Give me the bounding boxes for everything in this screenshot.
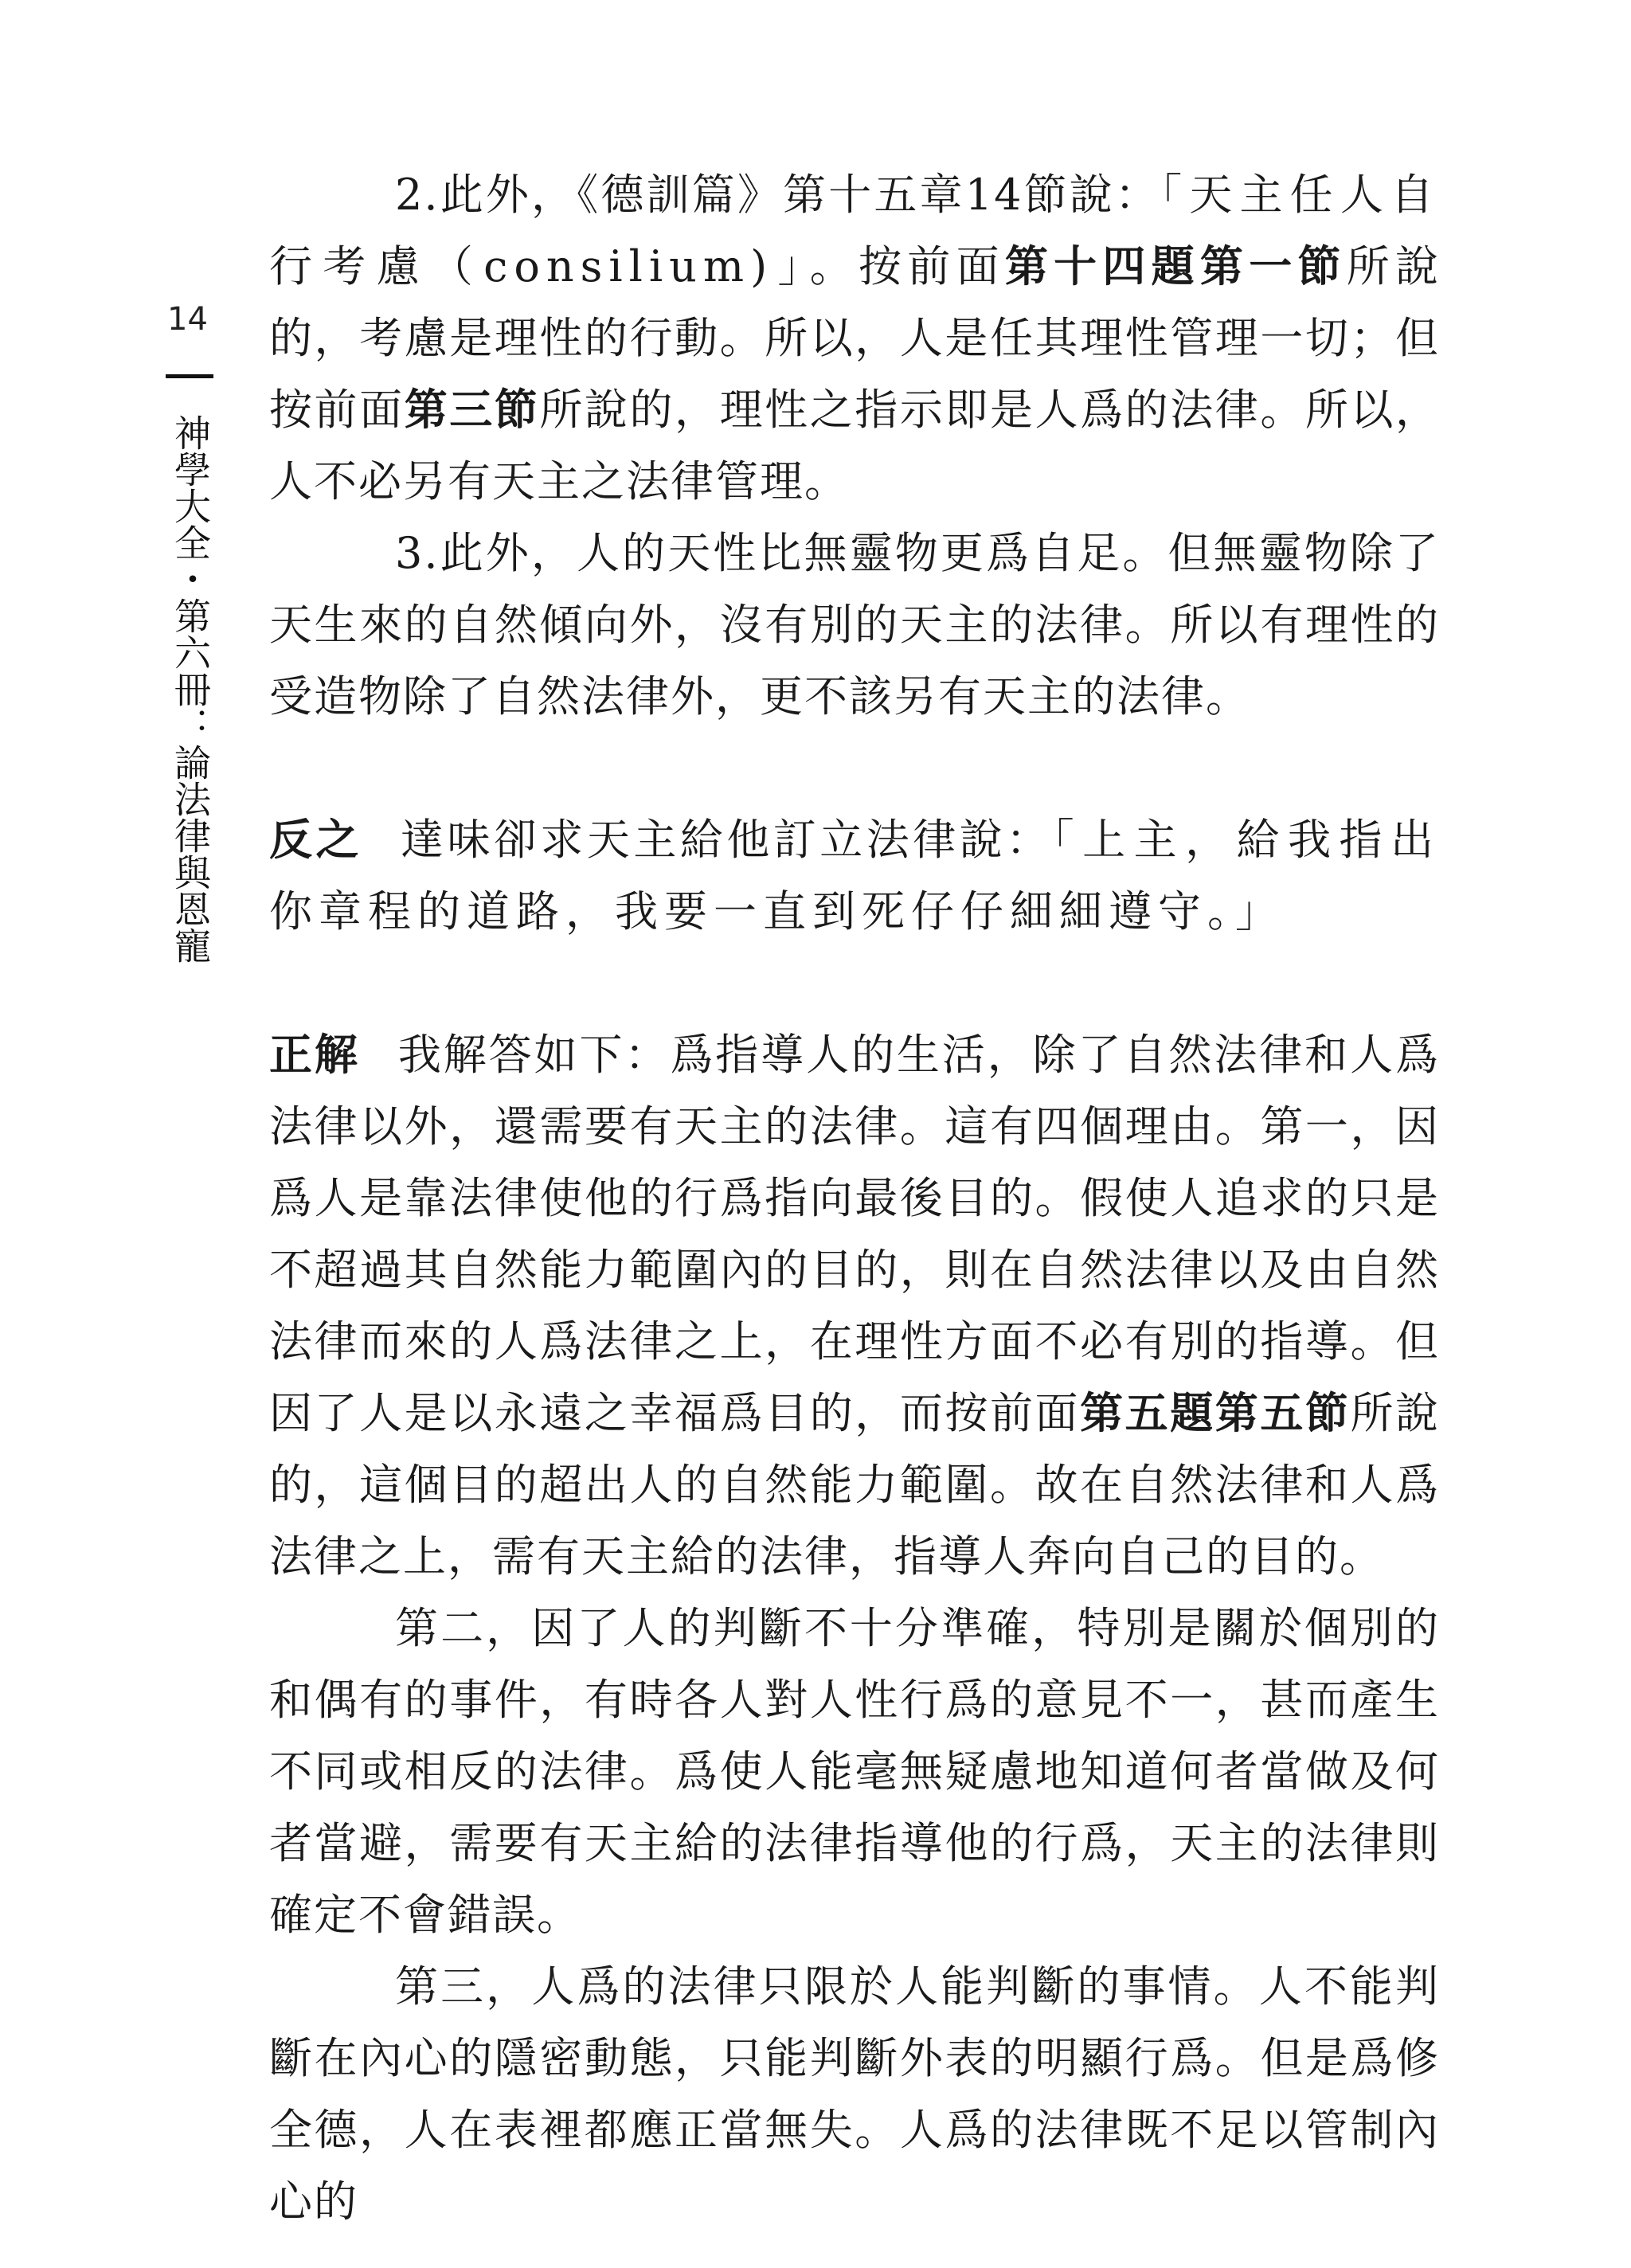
running-title: 神學大全・第六冊：論法律與恩寵 (169, 414, 212, 964)
cross-reference: 第十四題第一節 (1004, 241, 1347, 291)
paragraph-objection-2 (269, 159, 1440, 518)
section-label-contrary: 反之 (269, 815, 362, 865)
header-rule (166, 374, 213, 378)
paragraph-text: 所說的，考慮是理性的行動。所以，人是任其理性管理一切；但按前面 (269, 241, 1441, 435)
paragraph-text: 達味卻求天主給他訂立法律說： (400, 815, 1053, 865)
page-number: 14 (167, 301, 208, 338)
cross-reference: 第三節 (404, 385, 540, 435)
cross-reference: 第五題第五節 (1080, 1388, 1351, 1438)
paragraph-text: 所說的，這個目的超出人的自然能力範圍。故在自然法律和人爲法律之上，需有天主給的法律，指導人奔向自己的目的。 (269, 1388, 1441, 1582)
paragraph-text: 2.此外，《德訓篇》第十五章14節說： (395, 170, 1161, 220)
paragraph-text: 我解答如下：爲指導人的生活，除了自然法律和人爲法律以外，還需要有天主的法律。這有四個理由。第一，因爲人是靠法律使他的行爲指向最後目的。假使人追求的只是不超過其自然能力範圍內的目的，則在自然法律以及由自然法律而來的人爲法律之上，在理性方面不必有別的指導。但因了人是以永遠之幸福爲目的，而按前面 (269, 1030, 1441, 1438)
body-text (269, 159, 1440, 2238)
paragraph-answer (269, 1019, 1440, 1593)
paragraph-objection-3: 3.此外，人的天性比無靈物更爲自足。但無靈物除了天生來的自然傾向外，沒有別的天主的法律。所以有理性的受造物除了自然法律外，更不該另有天主的法律。 (269, 528, 1440, 721)
scripture-quote: 「天主任人自行考慮（consilium)」 (269, 170, 1441, 291)
paragraph-reason-2: 第二，因了人的判斷不十分準確，特別是關於個別的和偶有的事件，有時各人對人性行爲的意見不一，甚而產生不同或相反的法律。爲使人能毫無疑慮地知道何者當做及何者當避，需要有天主給的法律指導他的行爲，天主的法律則確定不會錯誤。 (269, 1603, 1440, 1940)
scripture-quote: 「上主，給我指出你章程的道路，我要一直到死仔仔細細遵守。」 (269, 815, 1441, 937)
paragraph-text: 所說的，理性之指示即是人爲的法律。所以，人不必另有天主之法律管理。 (269, 385, 1441, 506)
paragraph-on-the-contrary (269, 804, 1440, 948)
paragraph-reason-3: 第三，人爲的法律只限於人能判斷的事情。人不能判斷在內心的隱密動態，只能判斷外表的明顯行爲。但是爲修全德，人在表裡都應正當無失。人爲的法律既不足以管制內心的 (269, 1961, 1440, 2227)
section-label-answer: 正解 (269, 1030, 360, 1080)
paragraph-text: 。按前面 (809, 241, 1005, 291)
